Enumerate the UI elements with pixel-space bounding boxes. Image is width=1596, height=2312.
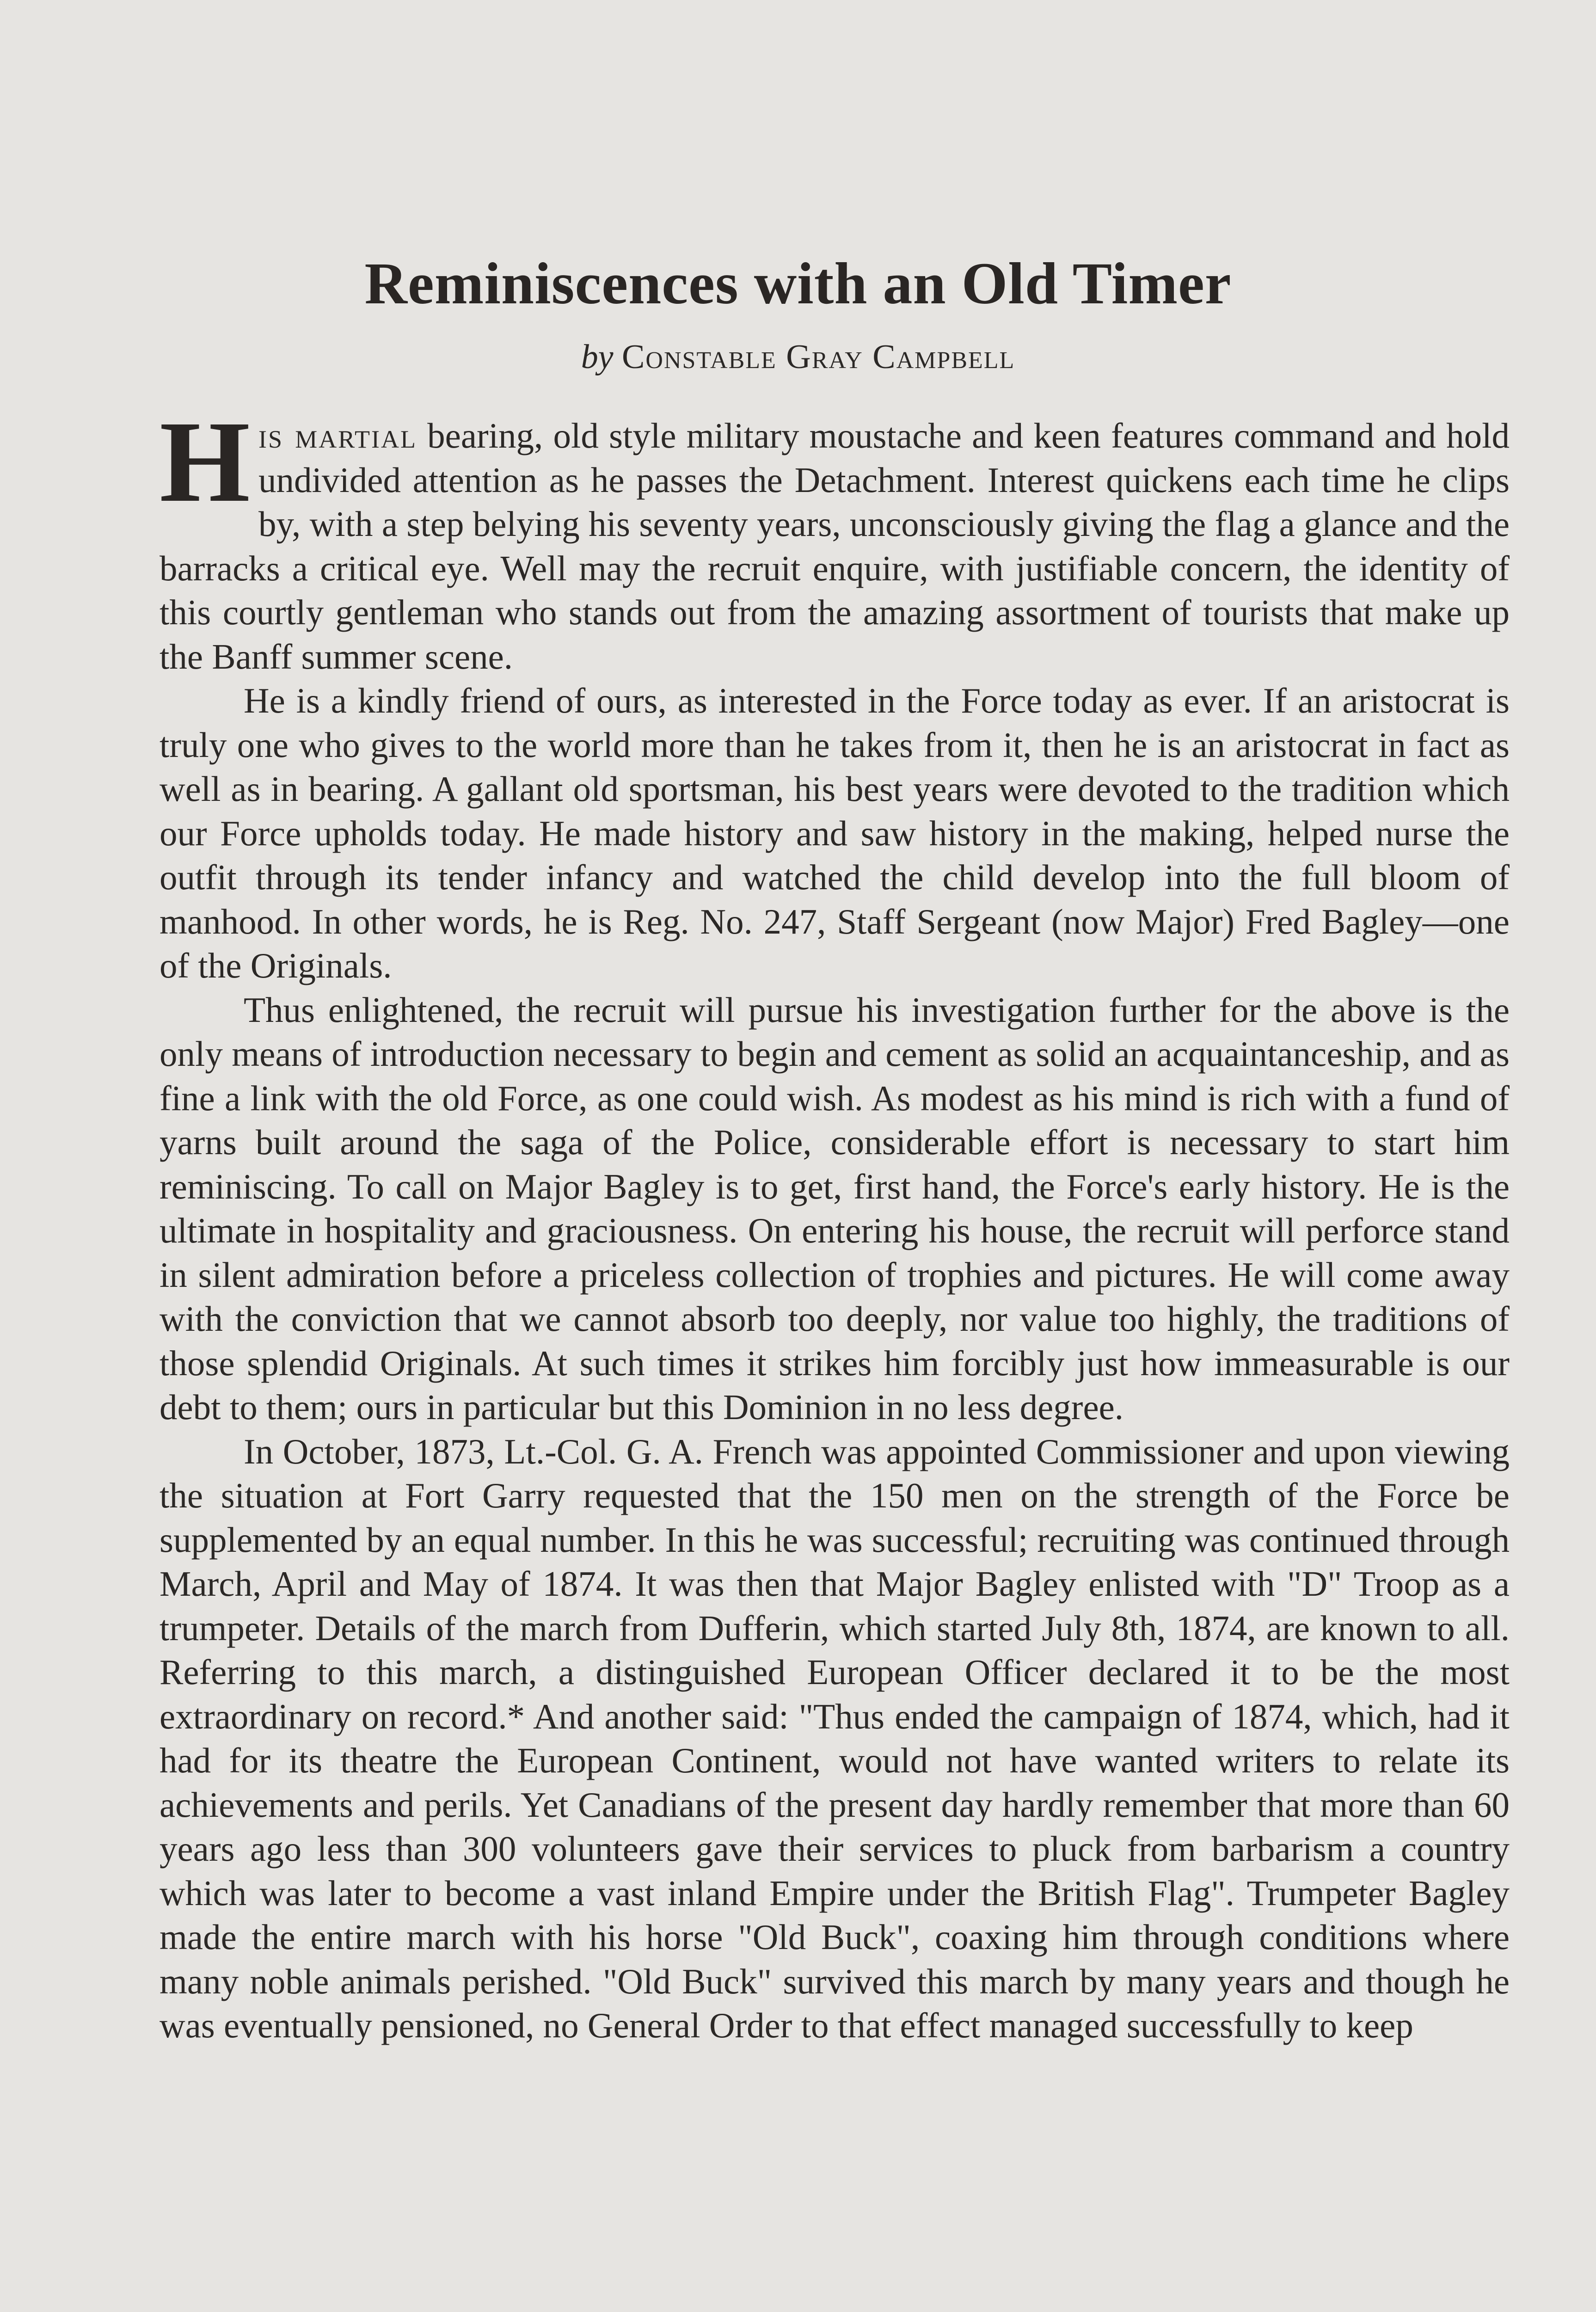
opening-small-caps: is martial: [258, 416, 417, 455]
paragraph-4: In October, 1873, Lt.-Col. G. A. French was appointed Commissioner and upon viewing the situation at Fort Garry requested that the 150 men on the strength of the Force be supplemented by an equal number. In this he was successful; recruiting was continued through March, April and May of 1874. It was then that Major Bagley enlisted with "D" Troop as a trumpeter. Details of the march from Dufferin, which started July 8th, 1874, are known to all. Referring to this march, a distinguished European Officer declared it to be the most extraordinary on record.* And another said: "Thus ended the campaign of 1874, which, had it had for its theatre the European Continent, would not have wanted writers to relate its achievements and perils. Yet Canadians of the present day hardly remember that more than 60 years ago less than 300 volunteers gave their services to pluck from barbarism a country which was later to become a vast inland Empire under the British Flag". Trumpeter Bagley made the entire march with his horse "Old Buck", coaxing him through conditions where many noble animals perished. "Old Buck" survived this march by many years and though he was eventually pensioned, no General Order to that effect managed successfully to keep: [160, 1431, 1510, 2045]
author-name: Constable Gray Campbell: [622, 338, 1015, 376]
paragraph-1-text: bearing, old style military moustache and keen features command and hold undivided attention as he passes the Detachment. Interest quickens each time he clips by, with a step belying his seventy years, unconsciously giving the flag a glance and the barracks a critical eye. Well may the recruit enquire, with justifiable concern, the identity of this courtly gentleman who stands out from the amazing assortment of tourists that make up the Banff summer scene.: [160, 416, 1510, 676]
byline: [0, 338, 1596, 377]
article-title: Reminiscences with an Old Timer: [364, 251, 1232, 316]
paragraph-1: [160, 397, 1510, 679]
paragraph-2: He is a kindly friend of ours, as interested in the Force today as ever. If an aristocrat is truly one who gives to the world more than he takes from it, then he is an aristocrat in fact as well as in bearing. A gallant old sportsman, his best years were devoted to the tradition which our Force upholds today. He made history and saw history in the making, helped nurse the outfit through its tender infancy and watched the child develop into the full bloom of manhood. In other words, he is Reg. No. 247, Staff Sergeant (now Major) Fred Bagley—one of the Originals.: [160, 681, 1510, 985]
drop-cap: H: [160, 397, 251, 526]
article-body: [160, 397, 1510, 2048]
byline-prefix: by: [581, 338, 614, 376]
paragraph-3: Thus enlightened, the recruit will pursue his investigation further for the above is the only means of introduction necessary to begin and cement as solid an acquaintanceship, and as fine a link with the old Force, as one could wish. As modest as his mind is rich with a fund of yarns built around the saga of the Police, considerable effort is necessary to start him reminiscing. To call on Major Bagley is to get, first hand, the Force's early history. He is the ultimate in hospitality and graciousness. On entering his house, the recruit will perforce stand in silent admiration before a priceless collection of trophies and pictures. He will come away with the conviction that we cannot absorb too deeply, nor value too highly, the traditions of those splendid Originals. At such times it strikes him forcibly just how immeasurable is our debt to them; ours in particular but this Dominion in no less degree.: [160, 990, 1510, 1427]
